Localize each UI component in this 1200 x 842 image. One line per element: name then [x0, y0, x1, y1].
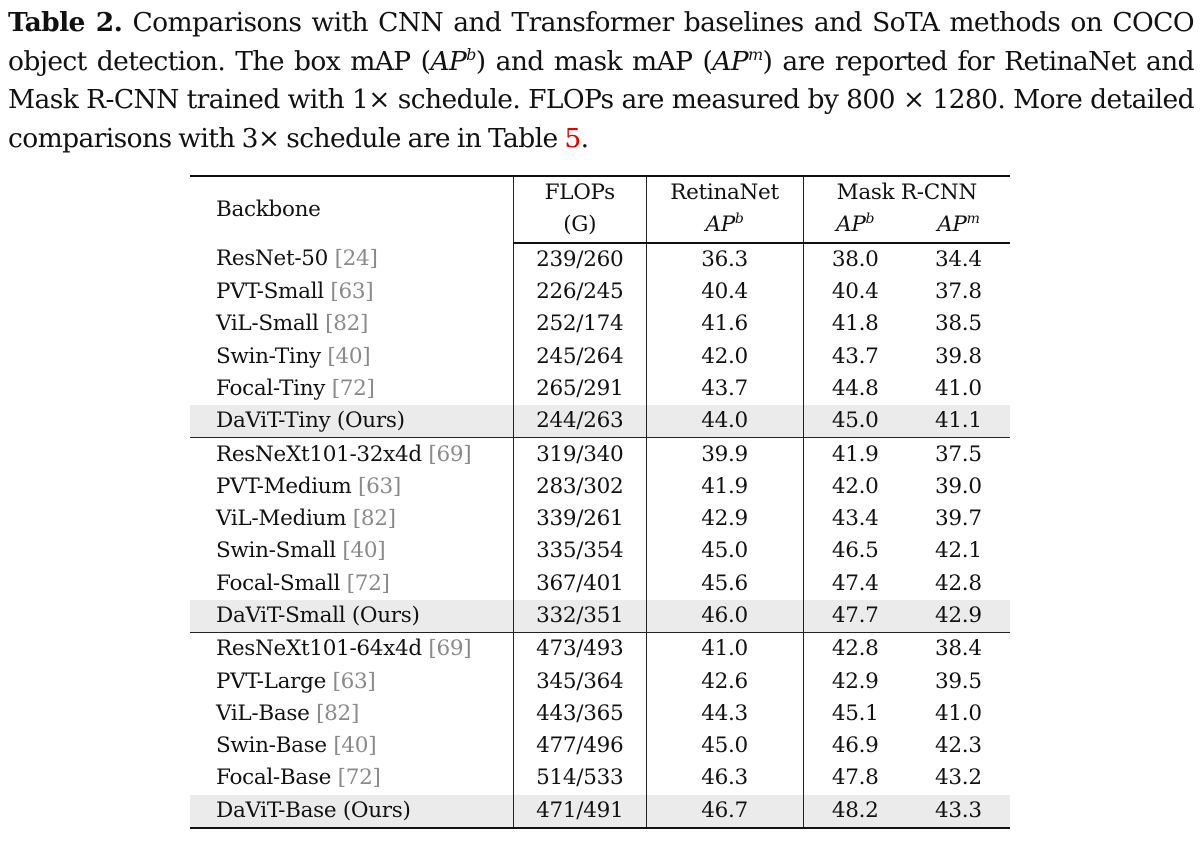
table-row — [190, 730, 1010, 762]
cell-retinanet-apb: 40.4 — [646, 276, 803, 308]
cell-flops: 252/174 — [513, 308, 646, 340]
cell-mask-apb: 40.4 — [831, 279, 879, 305]
cell-mask-apb: 43.7 — [831, 343, 879, 369]
citation-link[interactable]: [69] — [428, 636, 472, 662]
citation-link[interactable]: [72] — [331, 375, 375, 401]
cell-retinanet-apb: 41.9 — [646, 471, 803, 503]
caption-text-2: ) and mask mAP ( — [475, 45, 713, 77]
cell-mask-apb: 46.9 — [831, 733, 879, 759]
cell-flops: 473/493 — [513, 633, 646, 666]
cell-retinanet-apb: 45.0 — [646, 535, 803, 567]
results-table — [190, 175, 1010, 829]
backbone-name: PVT-Small — [216, 279, 324, 305]
table-row — [190, 503, 1010, 535]
table-row — [190, 762, 1010, 794]
cell-mask-apm: 38.5 — [935, 311, 982, 337]
table-row — [190, 665, 1010, 697]
cell-mask-apb: 47.7 — [803, 600, 907, 633]
cell-mask-apb: 43.4 — [831, 506, 879, 532]
cell-backbone — [190, 795, 513, 828]
cell-retinanet-apb: 46.7 — [646, 795, 803, 828]
header-mask-rcnn: Mask R-CNN — [803, 176, 1010, 209]
cell-mask-apm: 37.5 — [935, 441, 982, 467]
table-row — [190, 471, 1010, 503]
table-row — [190, 373, 1010, 405]
caption-ap-m: $AP^m$ — [712, 44, 763, 77]
cell-mask-apb: 41.8 — [831, 311, 879, 337]
header-row-1 — [190, 176, 1010, 209]
citation-link[interactable]: [63] — [332, 668, 376, 694]
cell-flops: 239/260 — [513, 243, 646, 276]
cell-retinanet-apb: 46.0 — [646, 600, 803, 633]
table-row — [190, 405, 1010, 438]
citation-link[interactable]: [69] — [428, 441, 472, 467]
cell-mask-apb: 41.9 — [831, 441, 879, 467]
cell-backbone — [190, 633, 513, 666]
cell-mask-apb: 46.5 — [831, 538, 879, 564]
cell-flops: 283/302 — [513, 471, 646, 503]
cell-mask-apm: 43.2 — [935, 765, 982, 791]
cell-flops: 245/264 — [513, 340, 646, 372]
backbone-name: Focal-Small — [216, 570, 341, 596]
citation-link[interactable]: [82] — [325, 311, 369, 337]
cell-mask-apm: 41.0 — [935, 375, 982, 401]
backbone-name: ResNet-50 — [216, 246, 329, 272]
cell-flops: 443/365 — [513, 698, 646, 730]
cell-backbone — [190, 698, 513, 730]
cell-flops: 265/291 — [513, 373, 646, 405]
cell-flops: 244/263 — [513, 405, 646, 438]
table-row — [190, 535, 1010, 567]
cell-mask-apm: 42.3 — [935, 733, 982, 759]
cell-flops: 339/261 — [513, 503, 646, 535]
cell-flops: 335/354 — [513, 535, 646, 567]
cell-retinanet-apb: 41.6 — [646, 308, 803, 340]
cell-mask-apm: 37.8 — [935, 279, 982, 305]
header-mask-apb: $AP^b$ — [803, 209, 907, 242]
cell-mask-apb: 47.8 — [831, 765, 879, 791]
cell-mask-apm: 42.9 — [907, 600, 1010, 633]
cell-mask-apb: 48.2 — [803, 795, 907, 828]
cell-mask-apm: 34.4 — [935, 246, 982, 272]
header-retinanet: RetinaNet — [646, 176, 803, 209]
table-row — [190, 568, 1010, 600]
cell-retinanet-apb: 44.3 — [646, 698, 803, 730]
backbone-name: ViL-Small — [216, 311, 319, 337]
backbone-name: ViL-Medium — [216, 506, 347, 532]
header-flops: FLOPs — [513, 176, 646, 209]
cell-backbone — [190, 373, 513, 405]
citation-link[interactable]: [63] — [330, 279, 374, 305]
cell-retinanet-apb: 44.0 — [646, 405, 803, 438]
backbone-name: DaViT-Base (Ours) — [216, 797, 411, 823]
cell-mask-apb: 38.0 — [831, 246, 879, 272]
citation-link[interactable]: [40] — [342, 538, 386, 564]
citation-link[interactable]: [63] — [358, 473, 401, 499]
cell-mask-apb: 42.8 — [831, 636, 879, 662]
table-row — [190, 698, 1010, 730]
table-row — [190, 308, 1010, 340]
table-row — [190, 795, 1010, 828]
cell-flops: 477/496 — [513, 730, 646, 762]
backbone-name: ViL-Base — [216, 700, 310, 726]
citation-link[interactable]: [40] — [327, 343, 371, 369]
backbone-name: ResNeXt101-32x4d — [216, 441, 422, 467]
cell-mask-apm: 38.4 — [935, 636, 982, 662]
cell-mask-apb: 42.0 — [831, 473, 879, 499]
cell-mask-apb: 42.9 — [831, 668, 879, 694]
citation-link[interactable]: [24] — [334, 246, 378, 272]
cell-mask-apm: 41.1 — [907, 405, 1010, 438]
cell-retinanet-apb: 36.3 — [646, 243, 803, 276]
cell-backbone — [190, 405, 513, 438]
table-caption: Table 2. Comparisons with CNN and Transformer baselines and SoTA methods on COCO object detection. The box mAP $(AP^b)$ and mask mAP $(AP^m)$ are reported for RetinaNet and Mask R-CNN trained with 1× schedule. FLOPs are measured by 800 × 1280. More detailed comparisons with 3× schedule are in Table 5. — [8, 7, 1194, 154]
table-row — [190, 340, 1010, 372]
cell-mask-apm: 42.1 — [935, 538, 982, 564]
backbone-name: Swin-Base — [216, 733, 327, 759]
cell-backbone — [190, 762, 513, 794]
cell-backbone — [190, 340, 513, 372]
table-row — [190, 276, 1010, 308]
cell-mask-apb: 44.8 — [831, 375, 879, 401]
header-retinanet-apb: $AP^b$ — [646, 209, 803, 242]
cell-backbone — [190, 568, 513, 600]
cell-flops: 226/245 — [513, 276, 646, 308]
table-row — [190, 633, 1010, 666]
cell-retinanet-apb: 42.6 — [646, 665, 803, 697]
backbone-name: PVT-Medium — [216, 473, 352, 499]
table-row — [190, 243, 1010, 276]
cell-backbone — [190, 471, 513, 503]
caption-label: Table 2. — [8, 7, 123, 38]
cell-mask-apm: 42.8 — [935, 570, 982, 596]
cell-flops: 471/491 — [513, 795, 646, 828]
header-backbone: Backbone — [190, 176, 513, 243]
cell-mask-apm: 41.0 — [935, 700, 982, 726]
cell-flops: 332/351 — [513, 600, 646, 633]
cell-retinanet-apb: 45.0 — [646, 730, 803, 762]
backbone-name: Focal-Tiny — [216, 375, 326, 401]
header-flops-unit: (G) — [513, 209, 646, 242]
backbone-name: PVT-Large — [216, 668, 326, 694]
cell-retinanet-apb: 39.9 — [646, 438, 803, 471]
cell-mask-apm: 43.3 — [907, 795, 1010, 828]
backbone-name: Swin-Small — [216, 538, 336, 564]
cell-mask-apb: 45.0 — [803, 405, 907, 438]
citation-link[interactable]: [40] — [333, 733, 377, 759]
cell-mask-apm: 39.7 — [935, 506, 982, 532]
cell-backbone — [190, 243, 513, 276]
caption-ap-b: $AP^b$ — [430, 44, 476, 77]
cell-retinanet-apb: 43.7 — [646, 373, 803, 405]
cell-mask-apb: 47.4 — [831, 570, 879, 596]
cell-retinanet-apb: 46.3 — [646, 762, 803, 794]
backbone-name: Focal-Base — [216, 765, 332, 791]
header-mask-apm: $AP^m$ — [907, 209, 1010, 242]
table-ref-link[interactable]: 5 — [564, 122, 581, 154]
cell-backbone — [190, 600, 513, 633]
backbone-name: ResNeXt101-64x4d — [216, 636, 422, 662]
citation-link[interactable]: [72] — [346, 570, 390, 596]
citation-link[interactable]: [82] — [316, 700, 360, 726]
cell-retinanet-apb: 42.0 — [646, 340, 803, 372]
cell-backbone — [190, 665, 513, 697]
cell-mask-apm: 39.8 — [935, 343, 982, 369]
cell-mask-apb: 45.1 — [831, 700, 879, 726]
cell-mask-apm: 39.5 — [935, 668, 982, 694]
cell-retinanet-apb: 42.9 — [646, 503, 803, 535]
cell-mask-apm: 39.0 — [935, 473, 982, 499]
backbone-name: Swin-Tiny — [216, 343, 321, 369]
cell-backbone — [190, 438, 513, 471]
citation-link[interactable]: [72] — [337, 765, 381, 791]
table-row — [190, 438, 1010, 471]
backbone-name: DaViT-Small (Ours) — [216, 603, 420, 628]
table-body — [190, 243, 1010, 828]
cell-backbone — [190, 276, 513, 308]
caption-text-3: ) are reported for RetinaNet and Mask R-CNN trained with 1× schedule. FLOPs are measured by 800 × 1280. More detailed comparisons with 3× schedule are in Table — [8, 45, 1194, 154]
cell-backbone — [190, 730, 513, 762]
table-row — [190, 600, 1010, 633]
cell-retinanet-apb: 41.0 — [646, 633, 803, 666]
caption-text-1: Comparisons with CNN and Transformer baselines and SoTA methods on COCO object detection. The box mAP ( — [8, 7, 1194, 77]
cell-backbone — [190, 308, 513, 340]
cell-flops: 514/533 — [513, 762, 646, 794]
citation-link[interactable]: [82] — [352, 506, 396, 532]
cell-backbone — [190, 535, 513, 567]
cell-flops: 319/340 — [513, 438, 646, 471]
cell-flops: 345/364 — [513, 665, 646, 697]
backbone-name: DaViT-Tiny (Ours) — [216, 408, 405, 434]
cell-backbone — [190, 503, 513, 535]
cell-flops: 367/401 — [513, 568, 646, 600]
cell-retinanet-apb: 45.6 — [646, 568, 803, 600]
